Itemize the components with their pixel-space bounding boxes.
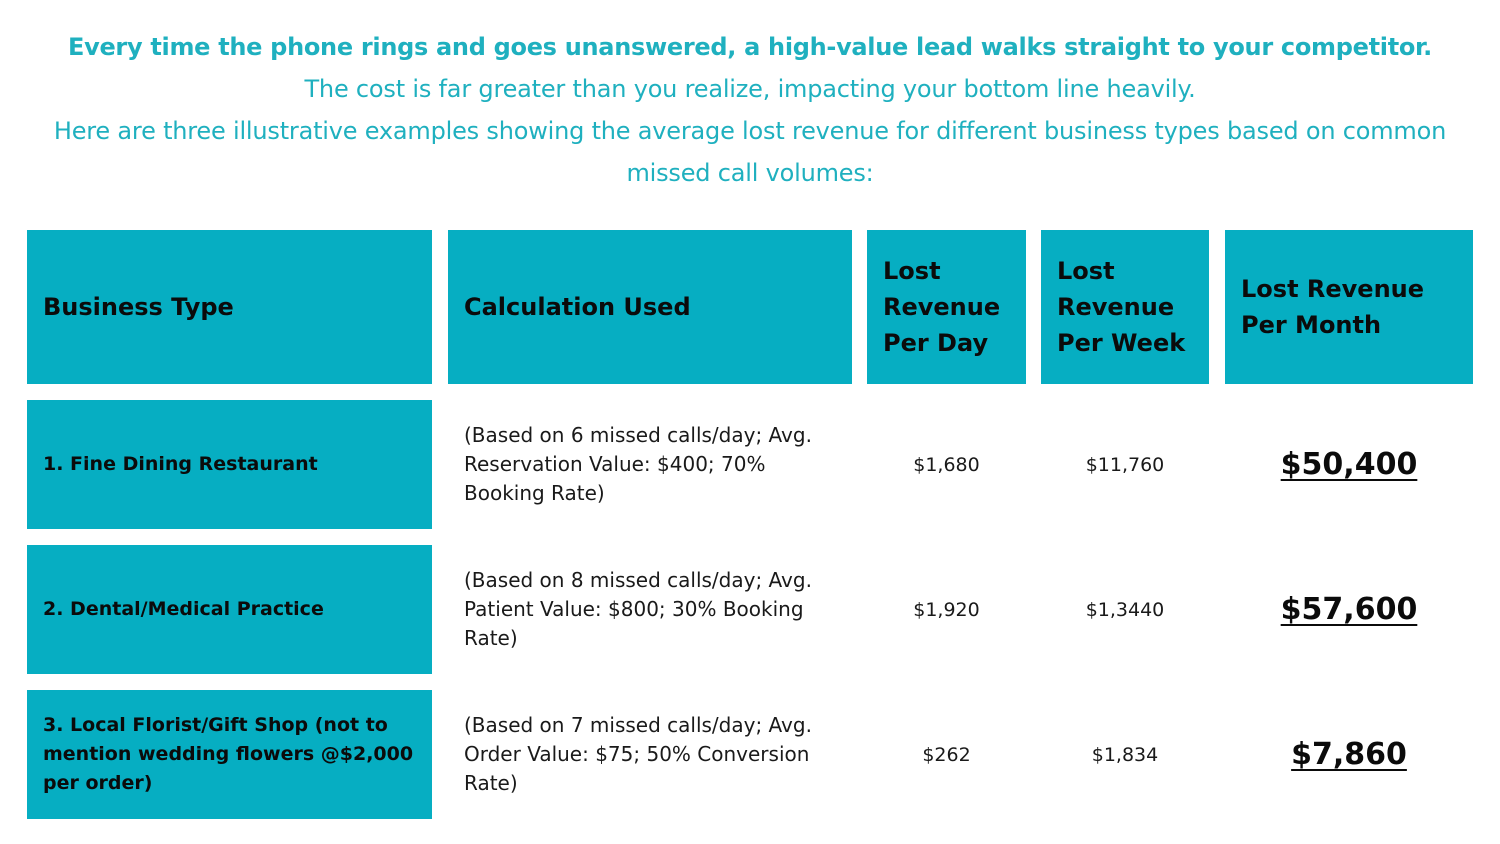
row-1-per-week: $11,760 (1085, 453, 1165, 476)
row-2-per-month: $57,600 (1280, 592, 1418, 627)
intro-section (0, 26, 1500, 194)
row-3-per-month: $7,860 (1291, 737, 1407, 772)
row-3-business-type: 3. Local Florist/Gift Shop (not to mention wedding flowers @$2,000 per order) (27, 690, 432, 819)
row-1-calculation: (Based on 6 missed calls/day; Avg. Reservation Value: $400; 70% Booking Rate) (464, 423, 812, 505)
row-3-per-day: $262 (922, 743, 971, 766)
row-3-per-week: $1,834 (1091, 743, 1159, 766)
row-1-business-type: 1. Fine Dining Restaurant (27, 400, 432, 529)
intro-line-1: The cost is far greater than you realize, impacting your bottom line heavily. (304, 75, 1196, 103)
row-3-calculation: (Based on 7 missed calls/day; Avg. Order Value: $75; 50% Conversion Rate) (464, 713, 812, 795)
row-2-per-week: $1,3440 (1085, 598, 1165, 621)
row-1-per-day: $1,680 (913, 453, 980, 476)
intro-line-2: Here are three illustrative examples showing the average lost revenue for different business types based on common missed call volumes: (53, 117, 1447, 187)
intro-headline: Every time the phone rings and goes unanswered, a high-value lead walks straight to your competitor. (68, 33, 1432, 61)
header-lost-revenue-per-week: Lost Revenue Per Week (1041, 230, 1209, 384)
header-business-type: Business Type (27, 230, 432, 384)
header-calculation-used: Calculation Used (448, 230, 852, 384)
row-2-calculation: (Based on 8 missed calls/day; Avg. Patient Value: $800; 30% Booking Rate) (464, 568, 812, 650)
row-2-business-type: 2. Dental/Medical Practice (27, 545, 432, 674)
header-lost-revenue-per-day: Lost Revenue Per Day (867, 230, 1026, 384)
row-1-per-month: $50,400 (1280, 447, 1418, 482)
header-lost-revenue-per-month: Lost Revenue Per Month (1225, 230, 1473, 384)
row-2-per-day: $1,920 (913, 598, 980, 621)
